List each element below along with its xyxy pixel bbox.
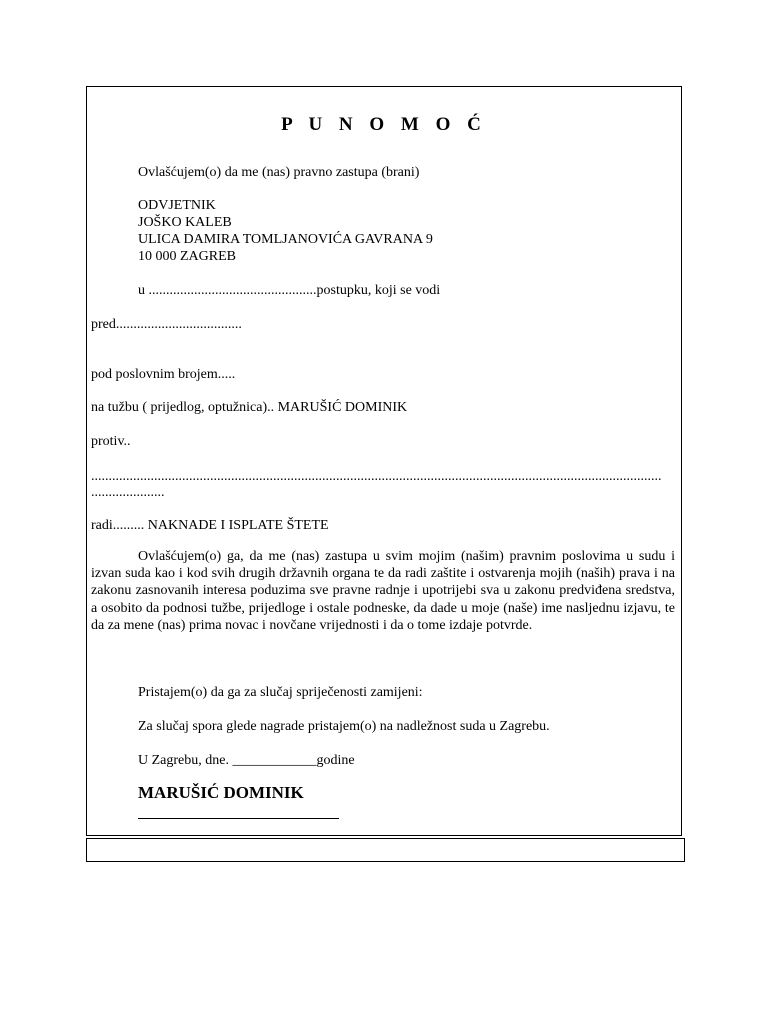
footer-box (86, 838, 685, 862)
document-title: P U N O M O Ć (281, 114, 487, 135)
jurisdiction-line: Za slučaj spora glede nagrade pristajem(o) na nadležnost suda u Zagrebu. (138, 719, 550, 734)
signatory-name: MARUŠIĆ DOMINIK (138, 783, 304, 802)
signature-line (138, 818, 339, 819)
intro-text: Ovlašćujem(o) da me (nas) pravno zastupa (brani) (138, 165, 420, 180)
attorney-name: JOŠKO KALEB (138, 215, 232, 230)
attorney-street: ULICA DAMIRA TOMLJANOVIĆA GAVRANA 9 (138, 232, 433, 247)
dots-line-2: ..................... (91, 485, 165, 500)
attorney-role: ODVJETNIK (138, 198, 216, 213)
dots-line-1: ................................................................................................................................................................... (91, 469, 662, 484)
against-line: protiv.. (91, 434, 131, 449)
procedure-line: u ................................................postupku, koji se vodi (138, 283, 441, 298)
case-number-line: pod poslovnim brojem..... (91, 367, 236, 382)
date-line: U Zagrebu, dne. ____________godine (138, 753, 355, 768)
lawsuit-line: na tužbu ( prijedlog, optužnica).. MARUŠIĆ DOMINIK (91, 400, 408, 415)
authorization-paragraph: Ovlašćujem(o) ga, da me (nas) zastupa u svim mojim (našim) pravnim poslovima u sudu i izvan suda kao i kod svih drugih državnih organa te da radi zaštite i ostvarenja mojih (naših) prava i na zakonu zasnovanih interesa poduzima sve pravne radnje i upotrijebi sva u zakonu predviđena sredstva, a osobito da podnosi tužbe, prijedloge i ostale podneske, da dade u moje (naše) ime nasljednu izjavu, te da za mene (nas) prima novac i novčane vrijednosti i da o tome izdaje potvrde. (91, 549, 675, 633)
substitution-line: Pristajem(o) da ga za slučaj spriječenosti zamijeni: (138, 685, 423, 700)
before-line: pred.................................... (91, 317, 242, 332)
reason-line: radi......... NAKNADE I ISPLATE ŠTETE (91, 518, 329, 533)
attorney-city: 10 000 ZAGREB (138, 249, 236, 264)
